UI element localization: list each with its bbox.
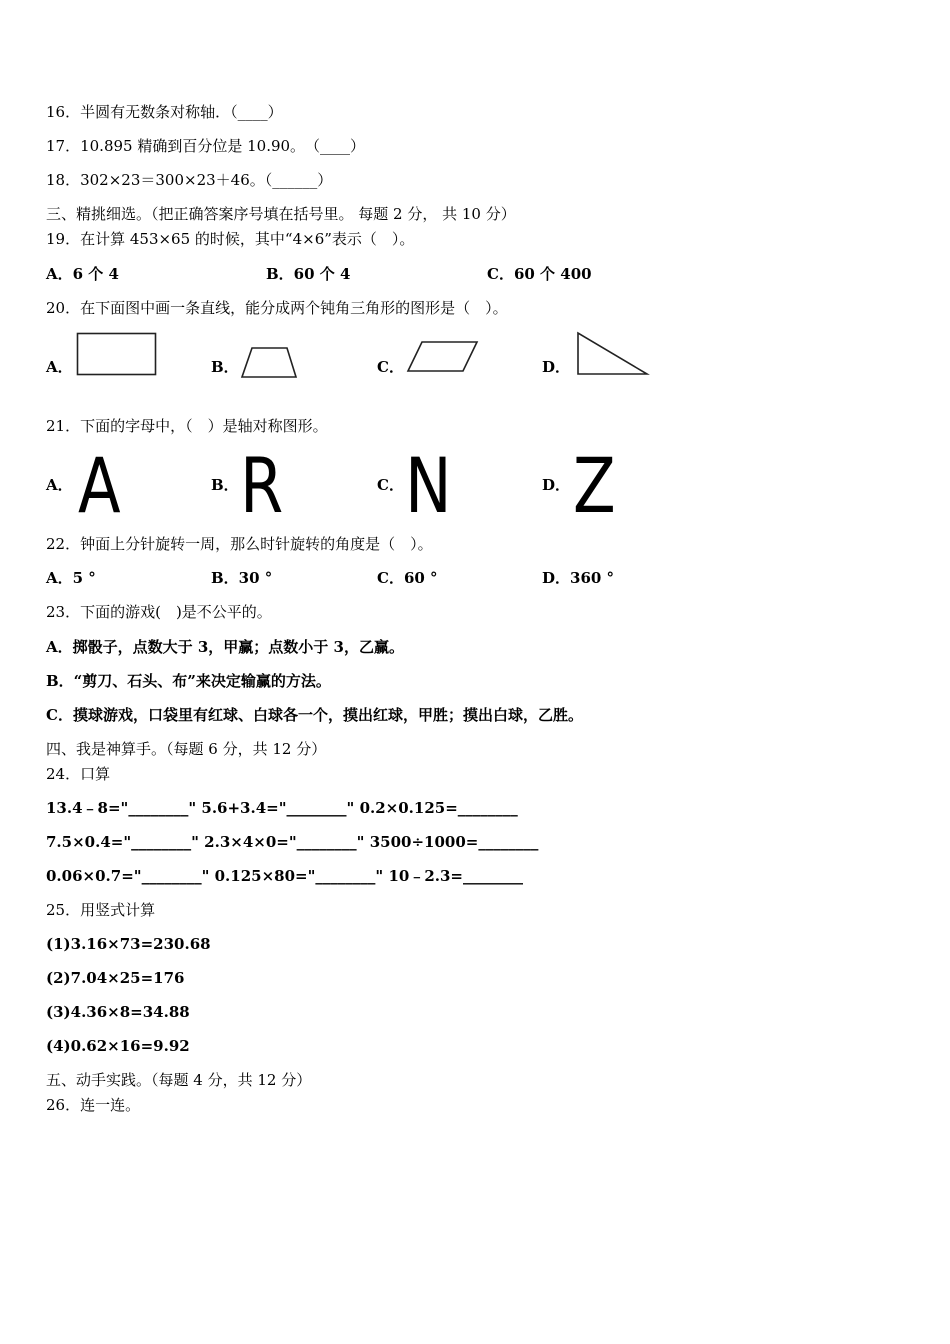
section-5-heading: 五、动手实践。（每题 4 分，共 12 分） xyxy=(46,1071,312,1089)
question-23-option-b[interactable]: B．“剪刀、石头、布”来决定输赢的方法。 xyxy=(46,672,331,690)
question-25-stem: 25．用竖式计算 xyxy=(46,901,156,919)
trapezoid-shape xyxy=(240,346,298,379)
question-26-stem: 26．连一连。 xyxy=(46,1096,141,1114)
question-22-option-c[interactable]: C．60 ° xyxy=(377,569,438,587)
letter-n-figure: N xyxy=(405,441,452,530)
right-triangle-shape xyxy=(576,331,650,377)
question-21-stem: 21．下面的字母中，（ ）是轴对称图形。 xyxy=(46,417,328,435)
letter-z-figure: Z xyxy=(573,441,616,530)
question-23-option-a[interactable]: A．掷骰子，点数大于 3，甲赢；点数小于 3，乙赢。 xyxy=(46,638,404,656)
question-20-option-d[interactable]: D． xyxy=(542,358,571,376)
question-20-option-a[interactable]: A． xyxy=(46,358,73,376)
section-3-heading: 三、精挑细选。（把正确答案序号填在括号里。 每题 2 分， 共 10 分） xyxy=(46,205,516,223)
letter-a-figure: A xyxy=(78,441,121,530)
question-23-option-c[interactable]: C．摸球游戏，口袋里有红球、白球各一个，摸出红球，甲胜；摸出白球，乙胜。 xyxy=(46,706,583,724)
question-22-option-b[interactable]: B．30 ° xyxy=(211,569,273,587)
question-21-option-b[interactable]: B． xyxy=(211,476,239,494)
question-19-option-c[interactable]: C．60 个 400 xyxy=(487,265,592,283)
vertical-calc-3: (3)4.36×8=34.88 xyxy=(46,1003,190,1021)
question-20-stem: 20．在下面图中画一条直线，能分成两个钝角三角形的图形是（ ）。 xyxy=(46,299,508,317)
parallelogram-shape xyxy=(406,340,479,374)
vertical-calc-2: (2)7.04×25=176 xyxy=(46,969,185,987)
vertical-calc-4: (4)0.62×16=9.92 xyxy=(46,1037,190,1055)
section-4-heading: 四、我是神算手。（每题 6 分，共 12 分） xyxy=(46,740,327,758)
question-16: 16．半圆有无数条对称轴．（____） xyxy=(46,103,283,121)
rectangle-shape xyxy=(76,331,158,377)
question-19-option-a[interactable]: A．6 个 4 xyxy=(46,265,119,283)
question-22-option-a[interactable]: A．5 ° xyxy=(46,569,96,587)
letter-r-figure: R xyxy=(240,441,284,530)
vertical-calc-1: (1)3.16×73=230.68 xyxy=(46,935,211,953)
question-18: 18．302×23＝300×23＋46。（______） xyxy=(46,171,333,189)
question-20-option-c[interactable]: C． xyxy=(377,358,404,376)
question-23-stem: 23．下面的游戏( )是不公平的。 xyxy=(46,603,272,621)
mental-math-row-2: 7.5×0.4="________" 2.3×4×0="________" 3500÷1000=________ xyxy=(46,833,539,851)
question-22-stem: 22．钟面上分针旋转一周，那么时针旋转的角度是（ ）。 xyxy=(46,535,433,553)
question-19-option-b[interactable]: B．60 个 4 xyxy=(266,265,351,283)
question-22-option-d[interactable]: D．360 ° xyxy=(542,569,615,587)
question-19-stem: 19．在计算 453×65 的时候，其中“4×6”表示（ ）。 xyxy=(46,230,415,248)
question-20-option-b[interactable]: B． xyxy=(211,358,239,376)
question-17: 17．10.895 精确到百分位是 10.90。 （____） xyxy=(46,137,366,155)
question-21-option-a[interactable]: A． xyxy=(46,476,73,494)
question-21-option-d[interactable]: D． xyxy=(542,476,571,494)
mental-math-row-3: 0.06×0.7="________" 0.125×80="________" 10﹣2.3=________ xyxy=(46,867,523,885)
mental-math-row-1: 13.4﹣8="________" 5.6+3.4="________" 0.2×0.125=________ xyxy=(46,799,518,817)
question-21-option-c[interactable]: C． xyxy=(377,476,404,494)
question-24-stem: 24．口算 xyxy=(46,765,111,783)
